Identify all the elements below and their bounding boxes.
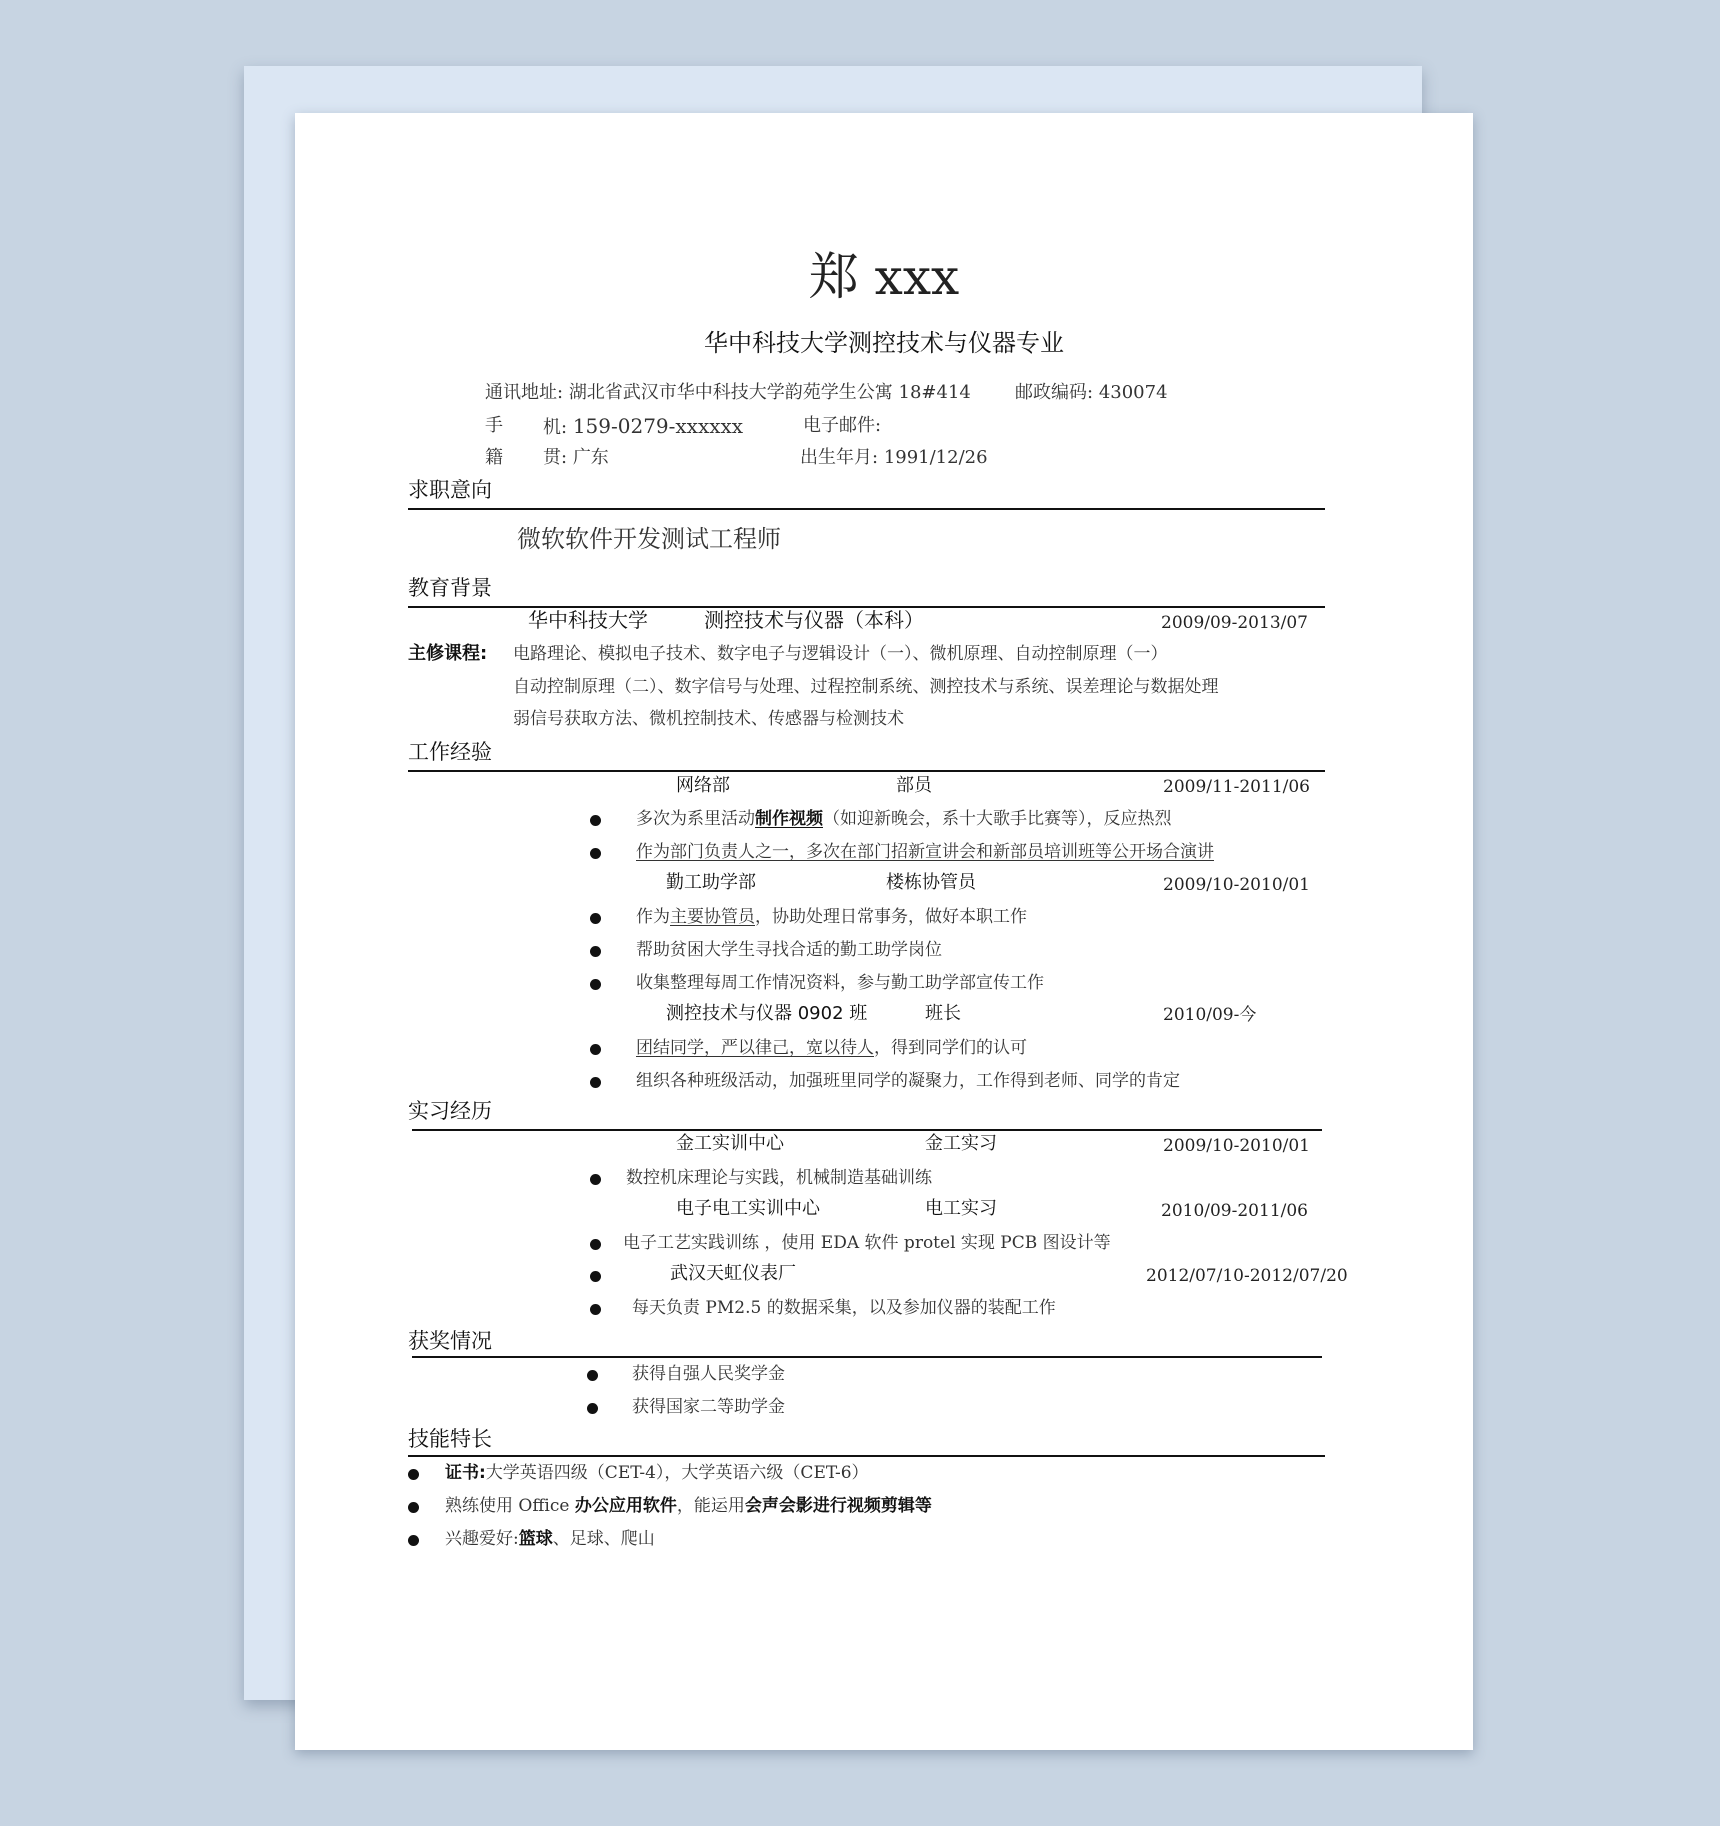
education-section-title: 教育背景 <box>408 576 492 600</box>
birth-label: 出生年月: <box>800 447 879 468</box>
bullet-icon <box>587 1370 598 1381</box>
bullet-icon <box>590 1044 601 1055</box>
internship-org: 电子电工实训中心 <box>676 1198 820 1219</box>
education-school: 华中科技大学 <box>528 608 648 632</box>
internship-date: 2009/10-2010/01 <box>1163 1136 1310 1156</box>
address-line <box>485 381 971 405</box>
internship-org: 武汉天虹仪表厂 <box>670 1263 796 1284</box>
hometown-line <box>543 446 609 470</box>
internship-date: 2010/09-2011/06 <box>1161 1201 1308 1221</box>
internship-item: 每天负责 PM2.5 的数据采集，以及参加仪器的装配工作 <box>632 1298 1056 1318</box>
education-date: 2009/09-2013/07 <box>1161 613 1308 633</box>
certificate-value: 大学英语四级（CET-4），大学英语六级（CET-6） <box>485 1463 869 1483</box>
office-highlight: 办公应用软件 <box>574 1496 677 1516</box>
hometown-label-char-2: 贯: <box>543 447 568 468</box>
office-text: 熟练使用 Office <box>445 1496 575 1516</box>
job-org: 测控技术与仪器 0902 班 <box>666 1003 868 1024</box>
objective-section-title: 求职意向 <box>408 478 492 502</box>
job-role: 部员 <box>896 775 932 796</box>
internship-divider <box>412 1129 1322 1131</box>
awards-section-title: 获奖情况 <box>408 1329 492 1353</box>
hobby-text: 、足球、爬山 <box>552 1529 655 1549</box>
hometown-label-line <box>485 446 503 470</box>
email-label: 电子邮件: <box>803 415 882 436</box>
job-item-text: ，得到同学们的认可 <box>874 1038 1027 1058</box>
job-org: 勤工助学部 <box>666 872 756 893</box>
phone-label-char-2: 机: <box>543 417 568 438</box>
phone-value: 159-0279-xxxxxx <box>572 414 744 438</box>
postcode-label: 邮政编码: <box>1015 382 1094 403</box>
job-org: 网络部 <box>676 775 730 796</box>
phone-label-char-1: 手 <box>485 415 503 436</box>
job-item: 作为部门负责人之一，多次在部门招新宣讲会和新部员培训班等公开场合演讲 <box>636 842 1214 862</box>
bullet-icon <box>590 1304 601 1315</box>
bullet-icon <box>590 979 601 990</box>
courses-line-1: 电路理论、模拟电子技术、数字电子与逻辑设计（一）、微机原理、自动控制原理（一） <box>513 644 1168 664</box>
bullet-icon <box>590 1239 601 1250</box>
bullet-icon <box>590 1174 601 1185</box>
bullet-icon <box>408 1535 419 1546</box>
postcode-value: 430074 <box>1098 382 1168 403</box>
award-item: 获得自强人民奖学金 <box>632 1364 785 1384</box>
hobby-highlight: 篮球 <box>518 1529 553 1549</box>
education-major: 测控技术与仪器（本科） <box>704 608 924 632</box>
bullet-icon <box>590 848 601 859</box>
address-label: 通讯地址: <box>485 382 564 403</box>
award-item: 获得国家二等助学金 <box>632 1397 785 1417</box>
birth-value: 1991/12/26 <box>883 447 988 468</box>
work-section-title: 工作经验 <box>408 740 492 764</box>
resume-subtitle: 华中科技大学测控技术与仪器专业 <box>704 329 1064 357</box>
office-text: ，能运用 <box>676 1496 745 1516</box>
job-item: 帮助贫困大学生寻找合适的勤工助学岗位 <box>636 940 942 960</box>
job-item-highlight: 主要协管员 <box>670 907 755 927</box>
resume-name: 郑 xxx <box>808 248 960 306</box>
job-item <box>636 807 1172 831</box>
courses-line-3: 弱信号获取方法、微机控制技术、传感器与检测技术 <box>513 709 904 729</box>
awards-divider <box>412 1356 1322 1358</box>
objective-divider <box>408 508 1325 510</box>
certificate-label: 证书: <box>445 1463 486 1483</box>
job-date: 2009/11-2011/06 <box>1163 777 1310 797</box>
phone-label-line <box>485 414 503 438</box>
job-item-highlight: 团结同学，严以律己，宽以待人 <box>636 1038 874 1058</box>
internship-item: 电子工艺实践训练 ，使用 EDA 软件 protel 实现 PCB 图设计等 <box>623 1233 1111 1253</box>
postcode-line <box>1015 381 1168 405</box>
job-item <box>636 1036 1027 1060</box>
job-date: 2010/09-今 <box>1163 1005 1257 1025</box>
bullet-icon <box>590 815 601 826</box>
internship-role: 金工实习 <box>925 1133 997 1154</box>
job-item: 收集整理每周工作情况资料，参与勤工助学部宣传工作 <box>636 973 1044 993</box>
work-divider <box>408 770 1325 772</box>
internship-org: 金工实训中心 <box>676 1133 784 1154</box>
skill-hobby <box>445 1527 655 1551</box>
skills-divider <box>408 1455 1325 1457</box>
job-date: 2009/10-2010/01 <box>1163 875 1310 895</box>
internship-item: 数控机床理论与实践，机械制造基础训练 <box>626 1168 932 1188</box>
job-item-highlight: 制作视频 <box>755 809 823 829</box>
bullet-icon <box>408 1469 419 1480</box>
hometown-value: 广东 <box>572 447 609 468</box>
courses-line-2: 自动控制原理（二）、数字信号与处理、过程控制系统、测控技术与系统、误差理论与数据处理 <box>513 677 1219 697</box>
skill-office <box>445 1494 932 1518</box>
internship-section-title: 实习经历 <box>408 1099 492 1123</box>
objective-text: 微软软件开发测试工程师 <box>517 525 781 553</box>
job-item <box>636 905 1027 929</box>
resume-page <box>295 113 1473 1750</box>
job-role: 班长 <box>925 1003 961 1024</box>
bullet-icon <box>590 913 601 924</box>
birth-line <box>800 446 988 470</box>
job-item-text: 多次为系里活动 <box>636 809 755 829</box>
video-editing-highlight: 会声会影进行视频剪辑等 <box>744 1496 932 1516</box>
bullet-icon <box>587 1403 598 1414</box>
job-item: 组织各种班级活动，加强班里同学的凝聚力，工作得到老师、同学的肯定 <box>636 1071 1180 1091</box>
phone-line <box>543 414 743 440</box>
hobby-label: 兴趣爱好: <box>445 1529 519 1549</box>
courses-label: 主修课程: <box>408 643 488 664</box>
bullet-icon <box>590 946 601 957</box>
bullet-icon <box>590 1077 601 1088</box>
bullet-icon <box>590 1271 601 1282</box>
email-line <box>803 414 881 438</box>
address-value: 湖北省武汉市华中科技大学韵苑学生公寓 18#414 <box>568 382 971 403</box>
skill-certificate <box>445 1461 869 1485</box>
internship-date: 2012/07/10-2012/07/20 <box>1146 1266 1348 1286</box>
hometown-label-char-1: 籍 <box>485 447 503 468</box>
bullet-icon <box>408 1502 419 1513</box>
skills-section-title: 技能特长 <box>408 1427 492 1451</box>
job-item-text: （如迎新晚会，系十大歌手比赛等），反应热烈 <box>823 809 1172 829</box>
job-role: 楼栋协管员 <box>886 872 976 893</box>
job-item-text: 作为 <box>636 907 670 927</box>
job-item-text: ，协助处理日常事务，做好本职工作 <box>755 907 1027 927</box>
internship-role: 电工实习 <box>925 1198 997 1219</box>
